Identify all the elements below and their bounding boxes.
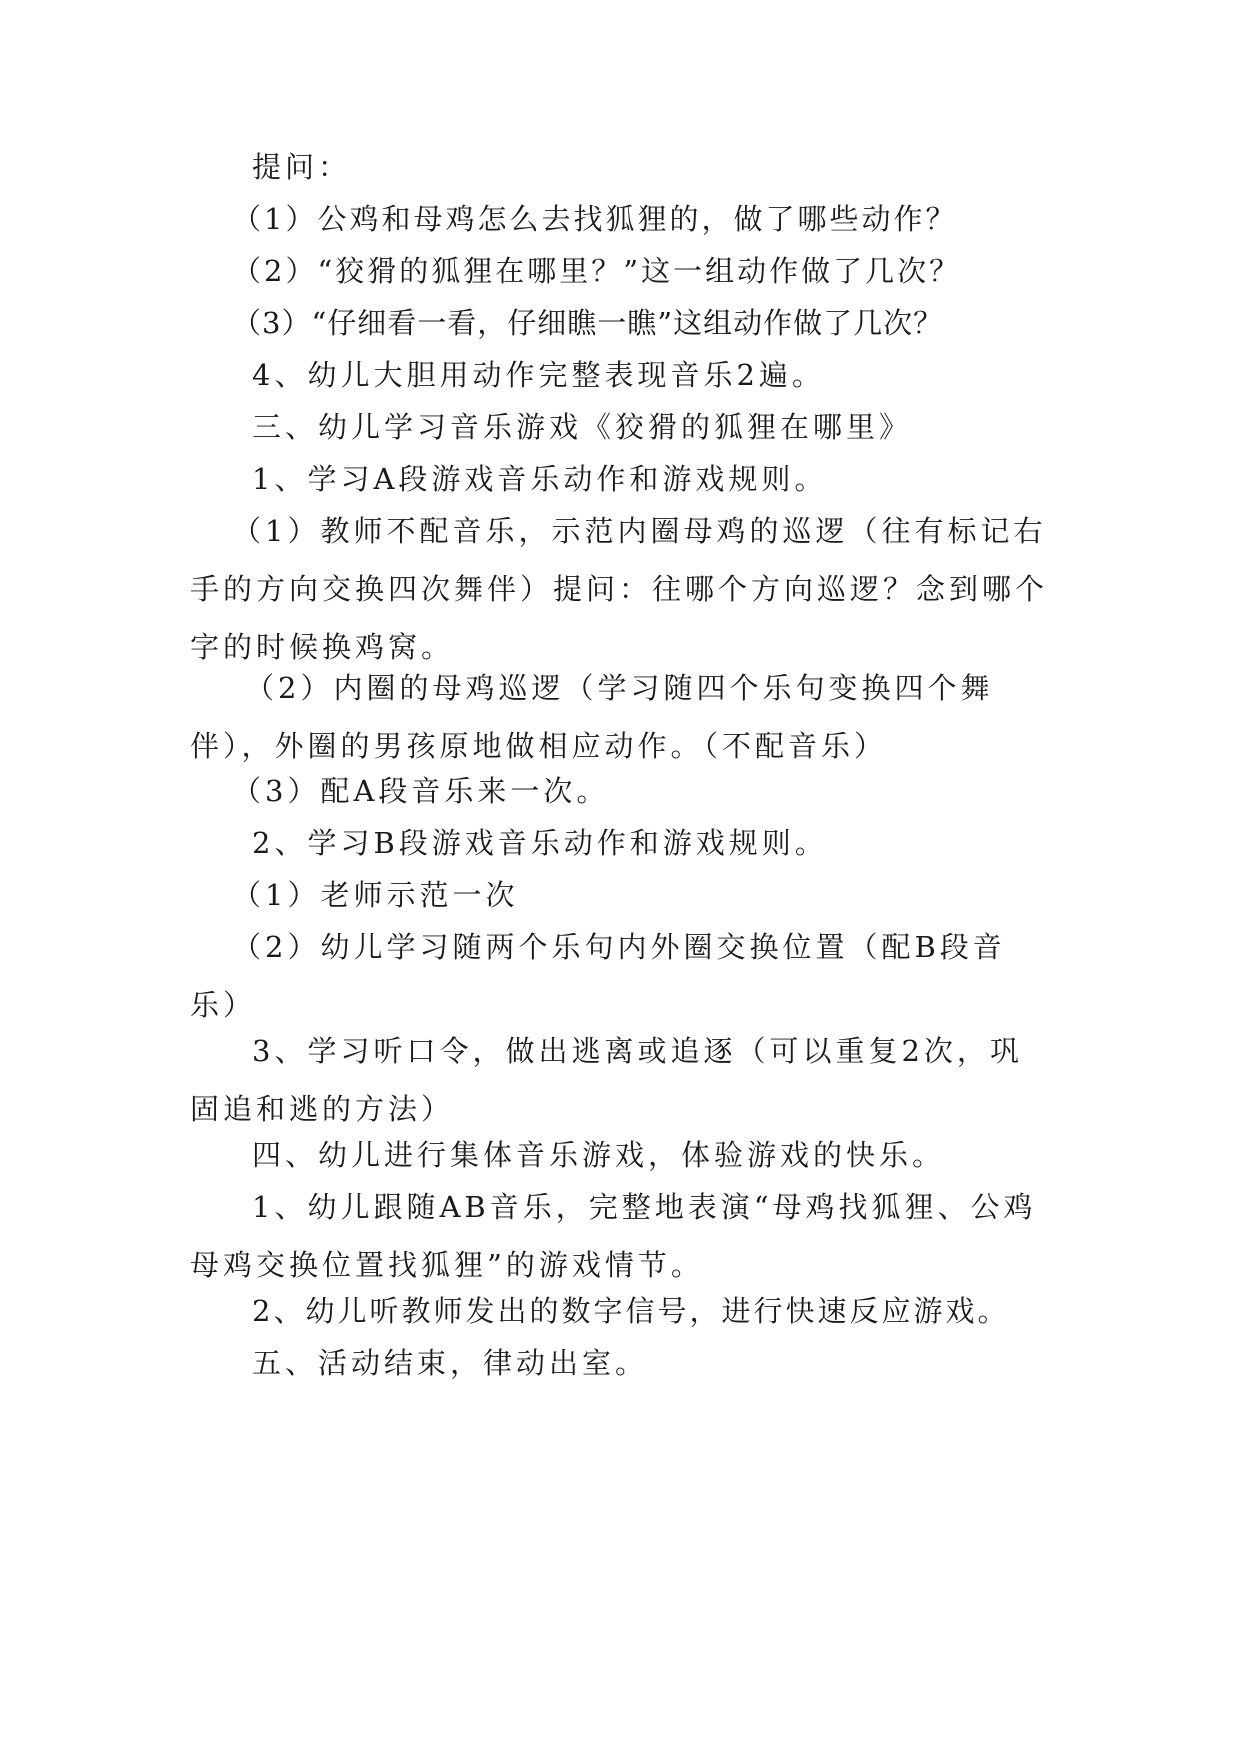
paragraph-question-1: （1）公鸡和母鸡怎么去找狐狸的，做了哪些动作？ xyxy=(232,202,958,236)
paragraph-a-step-3: （3）配A段音乐来一次。 xyxy=(232,774,610,808)
paragraph-b-step-2: （2）幼儿学习随两个乐句内外圈交换位置（配B段音乐） xyxy=(190,930,1006,1022)
paragraph-step-4: 4、幼儿大胆用动作完整表现音乐2遍。 xyxy=(252,358,825,392)
paragraph-4-step-2: 2、幼儿听教师发出的数字信号，进行快速反应游戏。 xyxy=(252,1294,1010,1328)
paragraph-a-section: 1、学习A段游戏音乐动作和游戏规则。 xyxy=(252,462,828,496)
paragraph-question-2: （2）“狡猾的狐狸在哪里？”这一组动作做了几次？ xyxy=(232,254,962,288)
paragraph-section-5: 五、活动结束，律动出室。 xyxy=(252,1346,649,1380)
paragraph-question-3: （3）“仔细看一看，仔细瞧一瞧”这组动作做了几次？ xyxy=(232,306,944,340)
paragraph-b-step-1: （1）老师示范一次 xyxy=(232,878,519,912)
paragraph-a-step-2: （2）内圈的母鸡巡逻（学习随四个乐句变换四个舞伴），外圈的男孩原地做相应动作。（不配音乐） xyxy=(190,671,994,763)
paragraph-section-3: 三、幼儿学习音乐游戏《狡猾的狐狸在哪里》 xyxy=(252,410,913,444)
paragraph-b-section: 2、学习B段游戏音乐动作和游戏规则。 xyxy=(252,826,828,860)
paragraph-question-heading: 提问： xyxy=(252,150,352,184)
paragraph-section-4: 四、幼儿进行集体音乐游戏，体验游戏的快乐。 xyxy=(252,1138,946,1172)
paragraph-step-3: 3、学习听口令，做出逃离或追逐（可以重复2次，巩固追和逃的方法） xyxy=(190,1034,1023,1126)
paragraph-4-step-1: 1、幼儿跟随AB音乐，完整地表演“母鸡找狐狸、公鸡母鸡交换位置找狐狸”的游戏情节。 xyxy=(190,1190,1037,1282)
paragraph-a-step-1: （1）教师不配音乐，示范内圈母鸡的巡逻（往有标记右手的方向交换四次舞伴）提问：往哪个方向巡逻？念到哪个字的时候换鸡窝。 xyxy=(190,514,1049,664)
